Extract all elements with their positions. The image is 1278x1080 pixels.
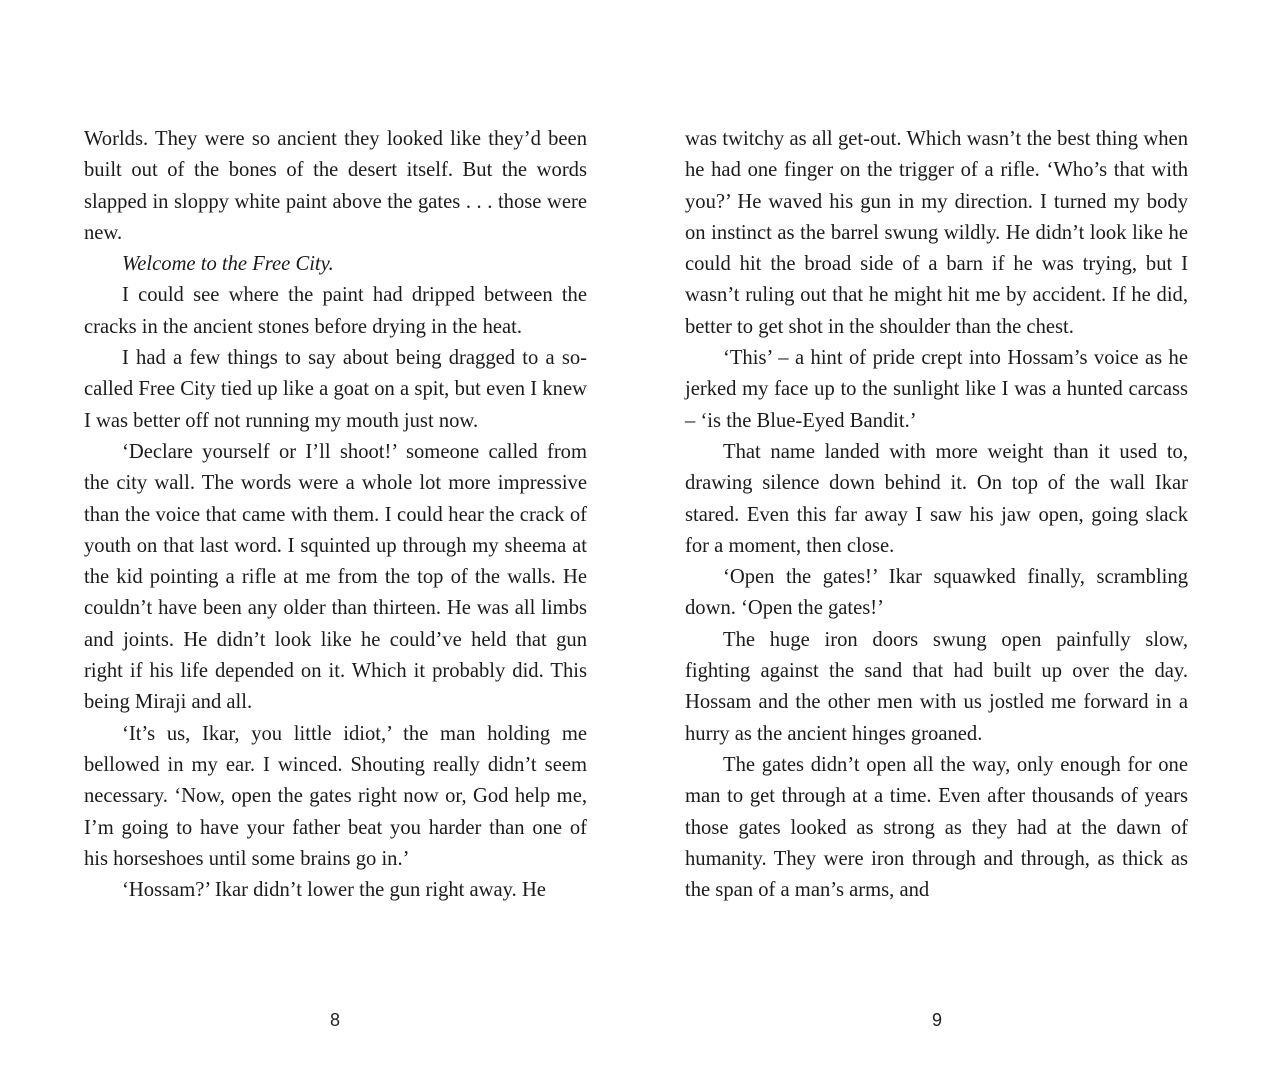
page-number-right: 9 [931,1010,942,1030]
paragraph: The gates didn’t open all the way, only enough for one man to get through at a time. Even after thousands of years those gates looked as strong as they had at the dawn of humanity. They were iron through and through, as thick as the span of a man’s arms, and [685,753,1188,902]
paragraph: That name landed with more weight than it used to, drawing silence down behind it. On top of the wall Ikar stared. Even this far away I saw his jaw open, going slack for a moment, then close. [685,440,1188,557]
paragraph: The huge iron doors swung open painfully slow, fighting against the sand that had built up over the day. Hossam and the other men with us jostled me forward in a hurry as the ancient hinges groaned. [685,628,1188,745]
paragraph: ‘Open the gates!’ Ikar squawked finally, scrambling down. ‘Open the gates!’ [685,566,1188,620]
paragraph: ‘Hossam?’ Ikar didn’t lower the gun right away. He [122,879,546,902]
paragraph: I could see where the paint had dripped between the cracks in the ancient stones before drying in the heat. [84,284,587,338]
paragraph: ‘This’ – a hint of pride crept into Hossam’s voice as he jerked my face up to the sunlight like I was a hunted carcass – ‘is the Blue-Eyed Bandit.’ [685,347,1188,432]
paragraph: ‘Declare yourself or I’ll shoot!’ someone called from the city wall. The words were a whole lot more impressive than the voice that came with them. I could hear the crack of youth on that last word. I squinted up through my sheema at the kid pointing a rifle at me from the top of the walls. He couldn’t have been any older than thirteen. He was all limbs and joints. He didn’t look like he could’ve held that gun right if his life depended on it. Which it probably did. This being Miraji and all. [84,440,587,714]
paragraph: I had a few things to say about being dragged to a so-called Free City tied up like a goat on a spit, but even I knew I was better off not running my mouth just now. [84,347,587,432]
paragraph: ‘It’s us, Ikar, you little idiot,’ the man holding me bellowed in my ear. I winced. Shouting really didn’t seem necessary. ‘Now, open the gates right now or, God help me, I’m going to have your father beat you harder than one of his horseshoes until some brains go in.’ [84,722,587,870]
paragraph: Worlds. They were so ancient they looked like they’d been built out of the bones of the desert itself. But the words slapped in sloppy white paint above the gates . . . those were new. [84,128,587,244]
page-number-left: 8 [329,1010,340,1030]
paragraph: was twitchy as all get-out. Which wasn’t the best thing when he had one finger on the trigger of a rifle. ‘Who’s that with you?’ He waved his gun in my direction. I turned my body on instinct as the barrel swung wildly. He didn’t look like he could hit the broad side of a barn if he was trying, but I wasn’t ruling out that he might hit me by accident. If he did, better to get shot in the shoulder than the chest. [685,128,1188,338]
left-page [84,124,587,954]
right-page [685,124,1188,954]
italic-sign-text: Welcome to the Free City. [122,253,334,276]
